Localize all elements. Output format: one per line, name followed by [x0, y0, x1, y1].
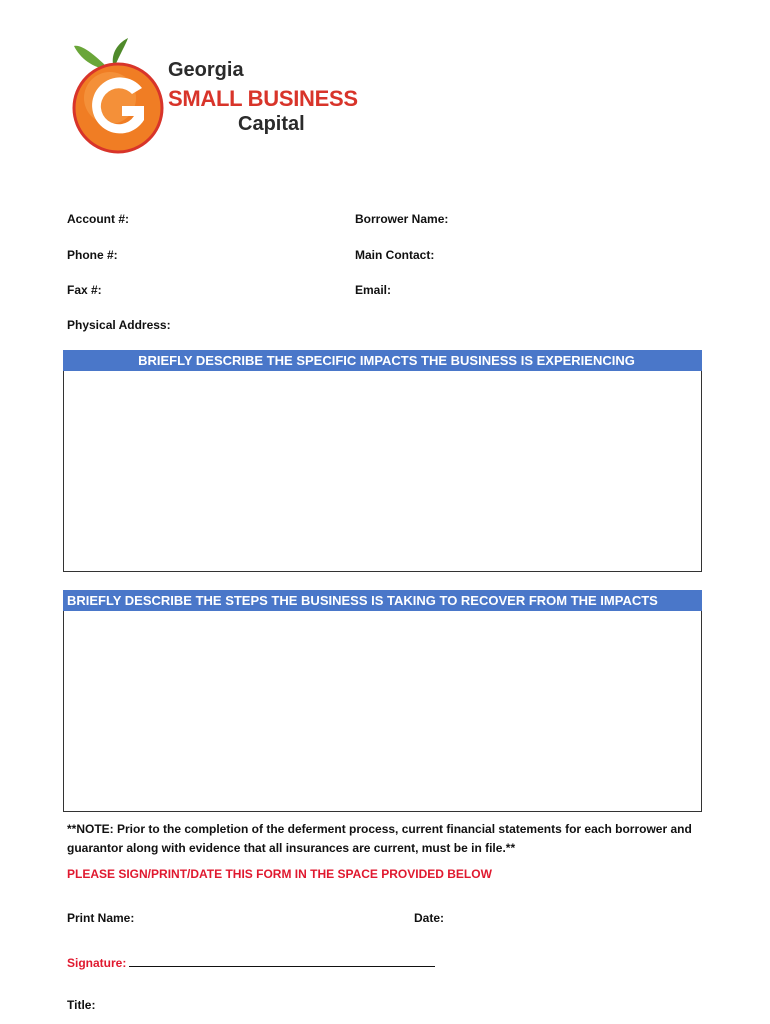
- logo-text-capital: Capital: [238, 113, 305, 135]
- orange-g-logo-icon: [70, 36, 170, 156]
- account-number-label: Account #:: [67, 212, 130, 226]
- signature-label: Signature:: [67, 956, 127, 970]
- note-line-2: guarantor along with evidence that all insurances are current, must be in file.**: [67, 841, 516, 855]
- logo-text-georgia: Georgia: [168, 59, 244, 81]
- note-line-1: **NOTE: Prior to the completion of the deferment process, current financial statements for each borrower and: [67, 822, 692, 836]
- title-label: Title:: [67, 998, 96, 1012]
- fax-label: Fax #:: [67, 283, 102, 297]
- company-logo: [70, 36, 358, 156]
- print-name-label: Print Name:: [67, 911, 135, 925]
- email-label: Email:: [355, 283, 392, 297]
- date-label: Date:: [414, 911, 445, 925]
- sign-instruction: PLEASE SIGN/PRINT/DATE THIS FORM IN THE SPACE PROVIDED BELOW: [67, 867, 492, 881]
- main-contact-label: Main Contact:: [355, 248, 435, 262]
- signature-line[interactable]: [129, 954, 435, 967]
- financial-statement-note: [67, 820, 707, 858]
- recovery-text-area[interactable]: [63, 611, 702, 812]
- signature-row: [67, 954, 435, 970]
- phone-label: Phone #:: [67, 248, 118, 262]
- logo-text-small-business: SMALL BUSINESS: [168, 86, 358, 111]
- recovery-section-header: BRIEFLY DESCRIBE THE STEPS THE BUSINESS IS TAKING TO RECOVER FROM THE IMPACTS: [63, 590, 702, 611]
- borrower-name-label: Borrower Name:: [355, 212, 449, 226]
- impacts-section-header: BRIEFLY DESCRIBE THE SPECIFIC IMPACTS THE BUSINESS IS EXPERIENCING: [63, 350, 702, 371]
- physical-address-label: Physical Address:: [67, 318, 171, 332]
- impacts-text-area[interactable]: [63, 371, 702, 572]
